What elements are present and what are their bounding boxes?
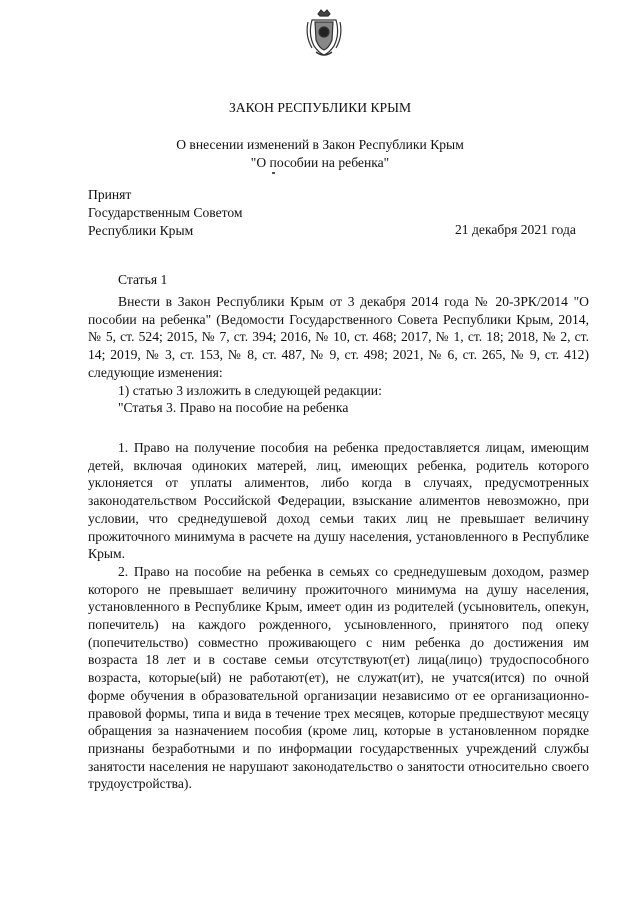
article-body <box>88 293 589 417</box>
crimea-coat-of-arms-icon <box>304 8 344 58</box>
paragraph: "Статья 3. Право на пособие на ребенка <box>118 400 349 416</box>
paragraph: Внести в Закон Республики Крым от 3 декабря 2014 года № 20-ЗРК/2014 "О пособии на ребенка" (Ведомости Государственного Совета Республики Крым, 2014, № 5, ст. 524; 2015, № 7, ст. 394; 2016, № 10, ст. 468; 2017, № 1, ст. 18; 2018, № 2, ст. 14; 2019, № 3, ст. 153, № 8, ст. 487, № 9, ст. 498; 2021, № 6, ст. 265, № 9, ст. 412) следующие изменения: <box>88 294 589 380</box>
article-heading: Статья 1 <box>118 272 168 287</box>
scan-mark <box>272 172 275 174</box>
paragraph: 1) статью 3 изложить в следующей редакции: <box>118 382 382 398</box>
law-subtitle-line2: "О пособии на ребенка" <box>250 155 390 170</box>
adoption-date: 21 декабря 2021 года <box>455 222 576 237</box>
law-subtitle-line1: О внесении изменений в Закон Республики Крым <box>176 137 464 152</box>
adoption-line: Республики Крым <box>88 223 194 238</box>
adoption-line: Государственным Советом <box>88 205 243 220</box>
paragraph: 1. Право на получение пособия на ребенка предоставляется лицам, имеющим детей, включая одиноких матерей, лиц, имеющих ребенка, родитель которого уклоняется от уплаты алиментов, либо когда в случаях, предусмотренных законодательством Российской Федерации, взыскание алиментов невозможно, при условии, что среднедушевой доход семьи таких лиц не превышает величину прожиточного минимума в расчете на душу населения, установленного в Республике Крым. <box>88 440 589 562</box>
adoption-line: Принят <box>88 187 132 202</box>
adoption-block <box>88 186 243 240</box>
law-title: ЗАКОН РЕСПУБЛИКИ КРЫМ <box>228 100 412 115</box>
article-clauses <box>88 439 589 793</box>
paragraph: 2. Право на пособие на ребенка в семьях со среднедушевым доходом, размер которого не превышает величину прожиточного минимума на душу населения, установленного в Республике Крым, имеет один из родителей (усыновитель, опекун, попечитель) на каждого рожденного, усыновленного, принятого под опеку (попечительство) совместно проживающего с ним ребенка до достижения им возраста 18 лет и в составе семьи отсутствуют(ет) лица(лицо) трудоспособного возраста, которые(ый) не работают(ет), не служат(ит), не учатся(ится) по очной форме обучения в образовательной организации независимо от ее организационно-правовой формы, типа и вида в течение трех месяцев, которые предшествуют месяцу обращения за назначением пособия (кроме лиц, которые в установленном порядке признаны безработными и по информации государственных учреждений службы занятости населения не нарушают законодательство о занятости относительно своего трудоустройства). <box>88 563 589 792</box>
